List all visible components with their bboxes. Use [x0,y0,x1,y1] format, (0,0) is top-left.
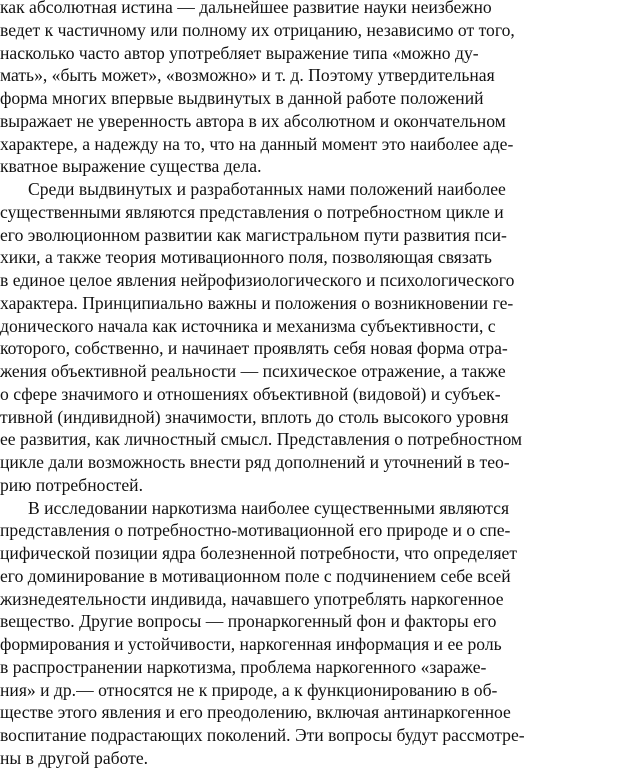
text-line: как абсолютная истина — дальнейшее развитие науки неизбежно [0,0,492,17]
text-line: ния» и др.— относятся не к природе, а к функционированию в об- [0,679,498,700]
text-line: Среди выдвинутых и разработанных нами положений наиболее [28,179,506,199]
text-line: вещество. Другие вопросы — пронаркогенный фон и факторы его [0,611,497,632]
text-line: в единое целое явления нейрофизиологического и психологического [0,270,515,290]
text-line: насколько часто автор употребляет выражение типа «можно ду- [0,42,479,63]
text-line: рию потребностей. [0,474,143,495]
text-line: жизнедеятельности индивида, начавшего употреблять наркогенное [0,588,504,609]
text-line: характере, а надежду на то, что на данный момент это наиболее аде- [0,133,514,154]
text-line: о сфере значимого и отношениях объективной (видовой) и субъек- [0,383,501,404]
text-line: цикле дали возможность внести ряд дополнений и уточнений в тео- [0,452,510,472]
text-line: формирования и устойчивости, наркогенная информация и ее роль [0,634,502,654]
text-line: хики, а также теория мотивационного поля, позволяющая связать [0,247,492,268]
text-line: ны в другой работе. [0,747,149,768]
text-line: ществе этого явления и его преодолению, включая антинаркогенное [0,702,511,723]
text-line: воспитание подрастающих поколений. Эти вопросы будут рассмотре- [0,725,525,745]
text-line: выражает не уверенность автора в их абсолютном и окончательном [0,110,506,131]
text-line: тивной (индивидной) значимости, вплоть до столь высокого уровня [0,406,509,427]
text-line: которого, собственно, и начинает проявлять себя новая форма отра- [0,338,508,359]
text-line: В исследовании наркотизма наиболее существенными являются [28,497,510,518]
text-line: форма многих впервые выдвинутых в данной работе положений [0,88,484,108]
text-line: в распространении наркотизма, проблема наркогенного «зараже- [0,656,487,677]
text-line: донического начала как источника и механизма субъективности, с [0,315,496,336]
text-line: ведет к частичному или полному их отрицанию, независимо от того, [0,19,515,40]
text-line: его эволюционном развитии как магистральном пути развития пси- [0,224,507,245]
text-line: существенными являются представления о потребностном цикле и [0,201,504,222]
text-line: цифической позиции ядра болезненной потребности, что определяет [0,543,518,563]
text-line: жения объективной реальности — психическое отражение, а также [0,361,506,381]
text-line: его доминирование в мотивационном поле с подчинением себе всей [0,565,511,586]
text-line: ее развития, как личностный смысл. Представления о потребностном [0,429,523,450]
text-line: представления о потребностно-мотивационной его природе и о спе- [0,520,511,541]
text-line: характера. Принципиально важны и положения о возникновении ге- [0,292,514,313]
text-line: кватное выражение существа дела. [0,156,262,177]
text-line: мать», «быть может», «возможно» и т. д. Поэтому утвердительная [0,65,495,86]
